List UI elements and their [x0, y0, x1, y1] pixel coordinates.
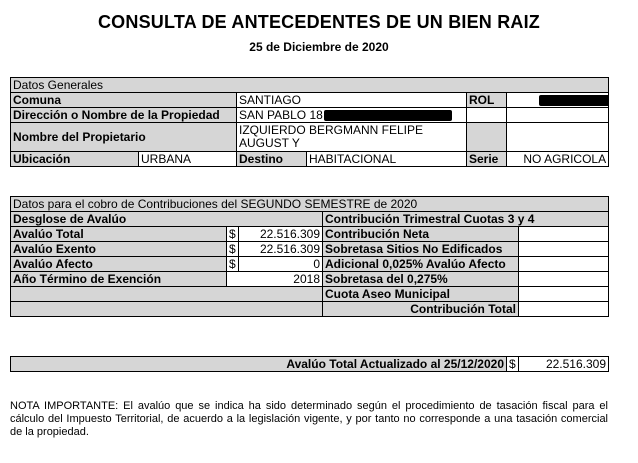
table-row [11, 272, 609, 287]
row-label: Avalúo Total [11, 227, 227, 242]
row-value: 22.516.309 [239, 242, 323, 257]
row-currency: $ [227, 257, 239, 272]
row-currency: $ [227, 242, 239, 257]
comuna-value: SANTIAGO [237, 93, 467, 108]
row-right-label: Contribución Neta [323, 227, 519, 242]
row-label: Avalúo Exento [11, 242, 227, 257]
avaluo-actualizado-value: 22.516.309 [519, 357, 609, 372]
important-note: NOTA IMPORTANTE: El avalúo que se indica ha sido determinado según el procedimiento de tasación fiscal para el cálculo del Impuesto Territorial, de acuerdo a la legislación vigente, y por tanto no corresponde a una tasación comercial de la propiedad. [10, 400, 608, 438]
avaluo-actualizado-currency: $ [507, 357, 519, 372]
contribucion-total-label: Contribución Total [323, 302, 519, 317]
destino-value: HABITACIONAL [307, 152, 467, 167]
direccion-cell [237, 108, 467, 123]
ubicacion-label: Ubicación [11, 152, 139, 167]
row-value: 2018 [227, 272, 323, 287]
serie-label: Serie [467, 152, 507, 167]
cuota-aseo-label: Cuota Aseo Municipal [323, 287, 519, 302]
general-section-title: Datos Generales [11, 78, 609, 93]
rol-value [507, 93, 609, 108]
row-right-label: Sobretasa Sitios No Edificados [323, 242, 519, 257]
desglose-label: Desglose de Avalúo [11, 212, 323, 227]
rol-label: ROL [467, 93, 507, 108]
destino-label: Destino [237, 152, 307, 167]
ubicacion-value: URBANA [139, 152, 237, 167]
avaluo-actualizado-label: Avalúo Total Actualizado al 25/12/2020 [11, 357, 507, 372]
direccion-label: Dirección o Nombre de la Propiedad [11, 108, 237, 123]
direccion-value: SAN PABLO 18 [239, 107, 323, 122]
serie-value: NO AGRICOLA [507, 152, 609, 167]
table-row [11, 227, 609, 242]
row-label: Avalúo Afecto [11, 257, 227, 272]
table-row [11, 257, 609, 272]
general-data-table [10, 77, 609, 167]
redacted-address [324, 110, 452, 121]
row-value: 0 [239, 257, 323, 272]
page-title: CONSULTA DE ANTECEDENTES DE UN BIEN RAIZ [97, 12, 540, 32]
report-date: 25 de Diciembre de 2020 [249, 40, 389, 54]
contribuciones-table [10, 196, 609, 317]
cuotas-label: Contribución Trimestral Cuotas 3 y 4 [323, 212, 609, 227]
row-value: 22.516.309 [239, 227, 323, 242]
row-right-label: Adicional 0,025% Avalúo Afecto [323, 257, 519, 272]
table-row [11, 242, 609, 257]
contribuciones-section-title: Datos para el cobro de Contribuciones del SEGUNDO SEMESTRE de 2020 [11, 197, 609, 212]
propietario-value: IZQUIERDO BERGMANN FELIPE AUGUST Y [237, 123, 467, 152]
comuna-label: Comuna [11, 93, 237, 108]
row-currency: $ [227, 227, 239, 242]
row-label: Año Término de Exención [11, 272, 227, 287]
avaluo-actualizado-table [10, 356, 609, 372]
redacted-rol [539, 95, 609, 106]
propietario-label: Nombre del Propietario [11, 123, 237, 152]
row-right-label: Sobretasa del 0,275% [323, 272, 519, 287]
